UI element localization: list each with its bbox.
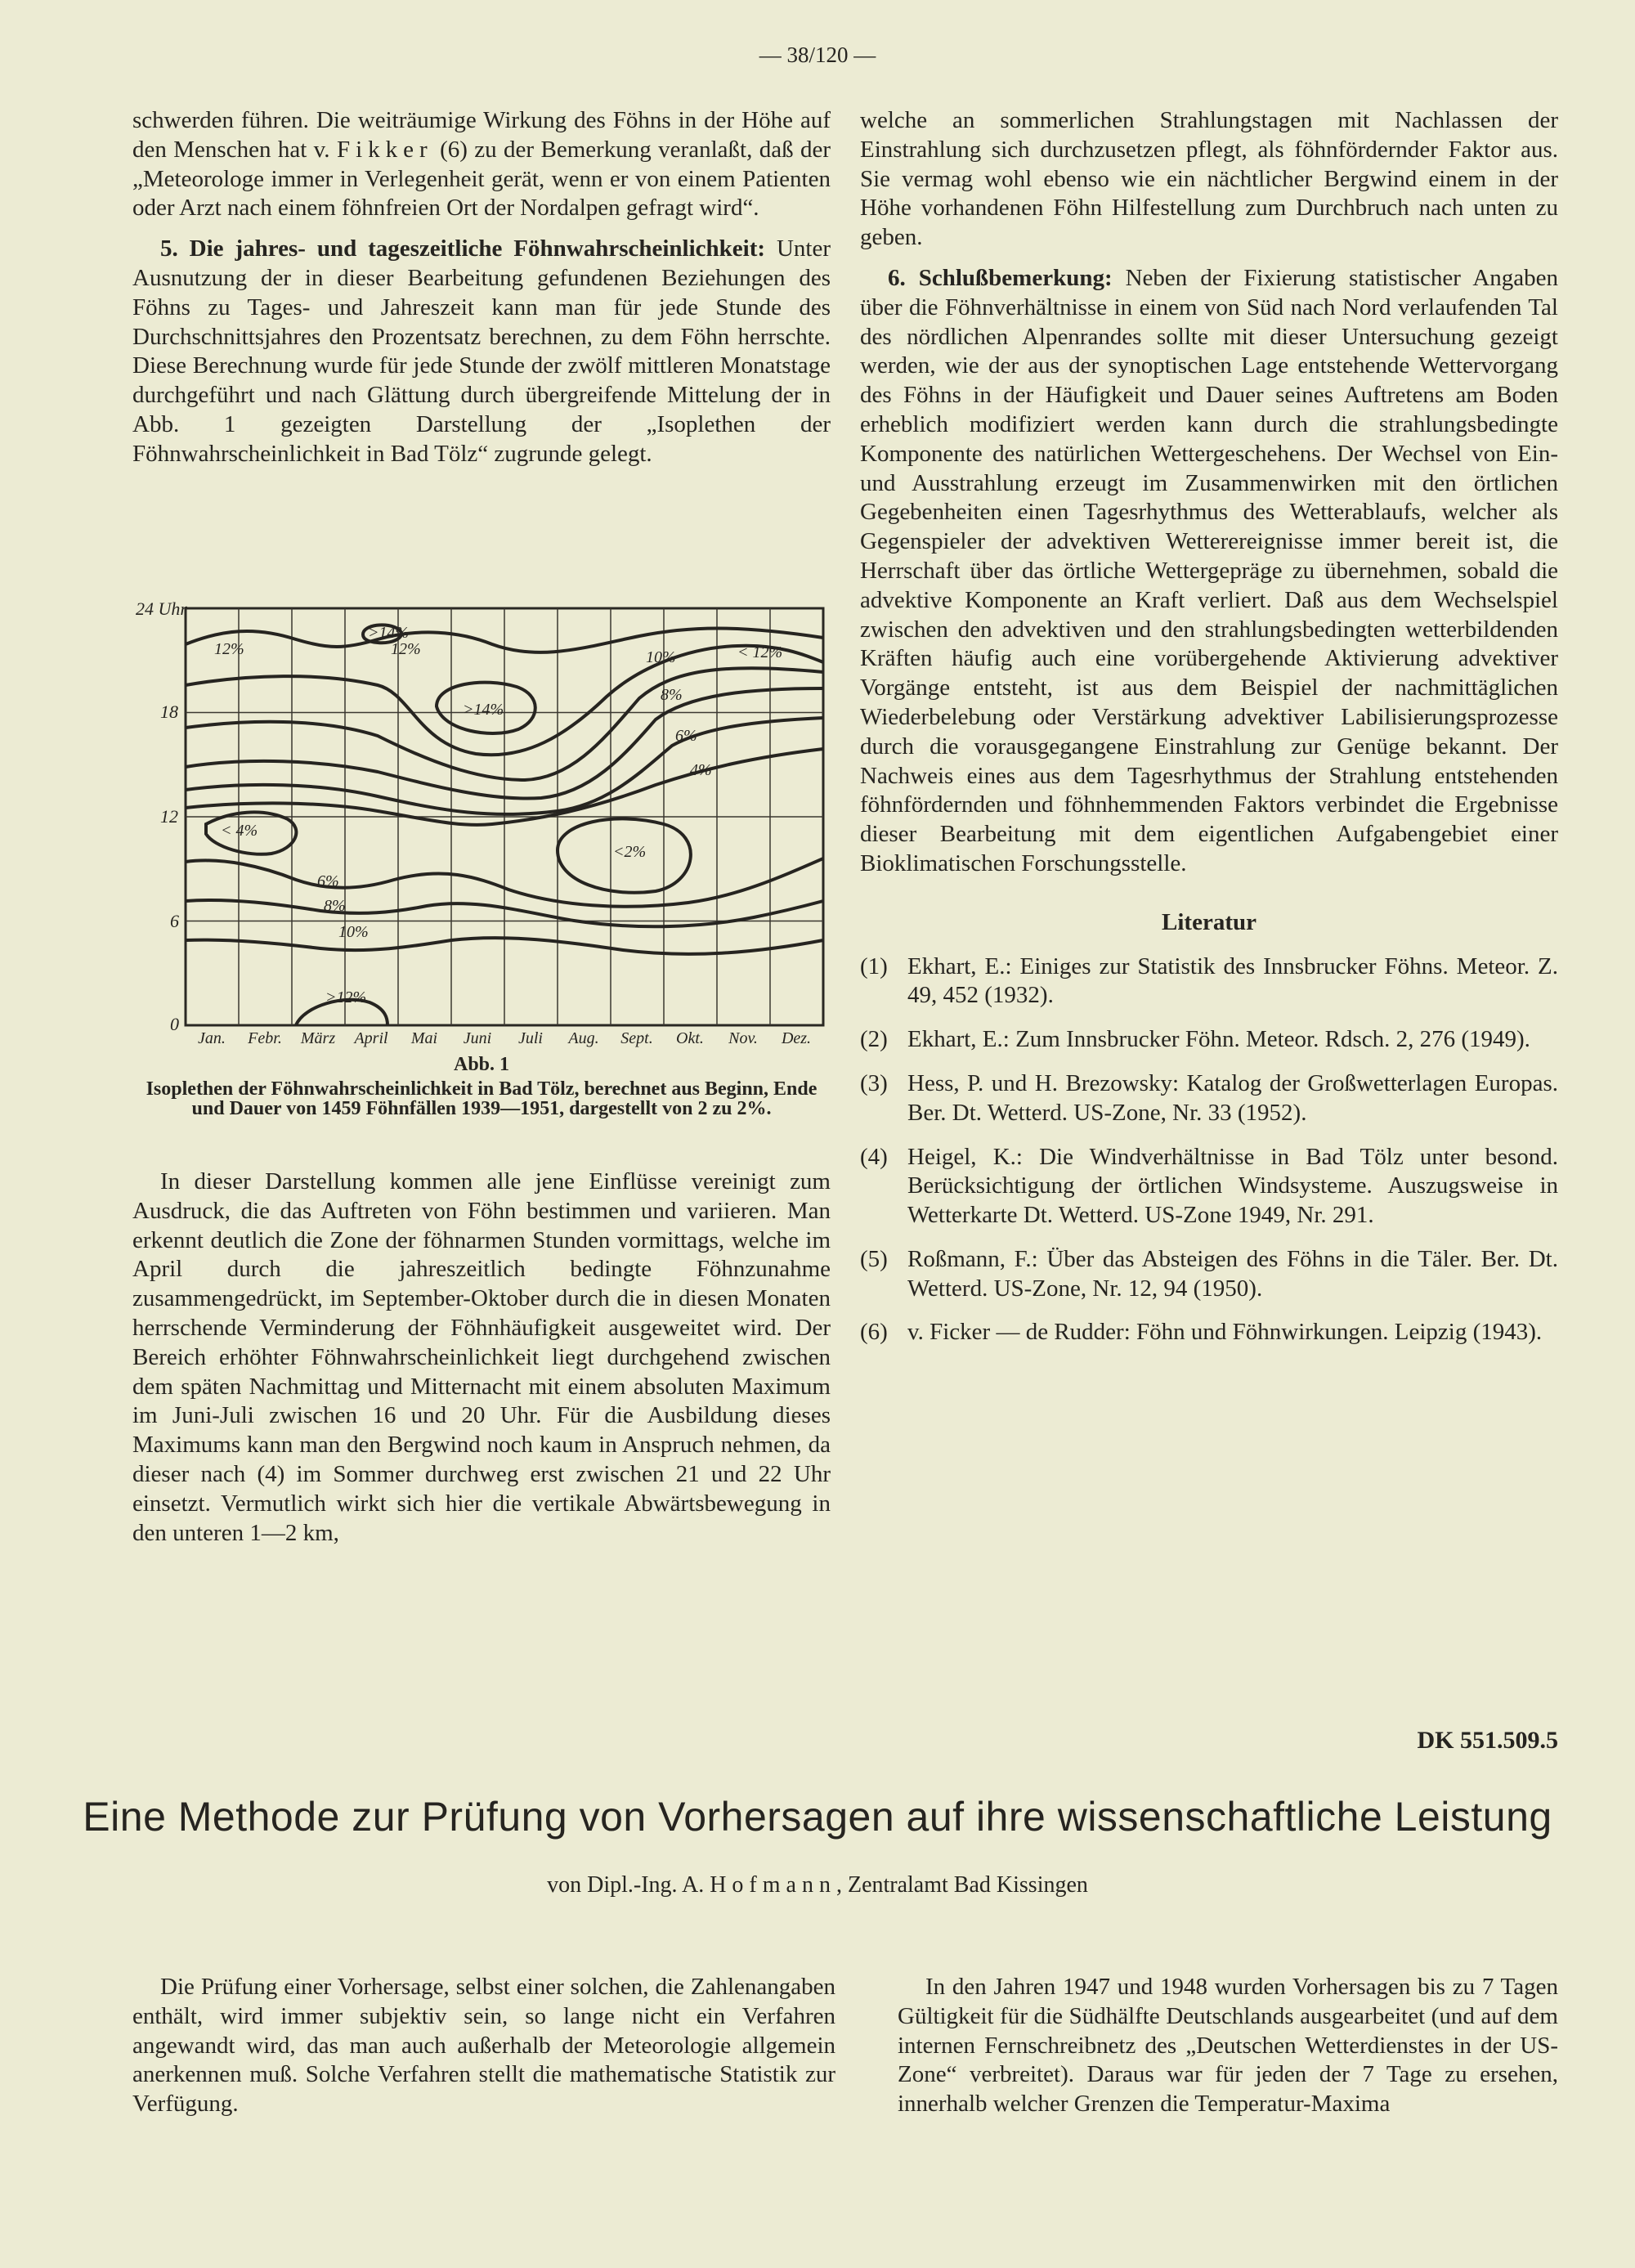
literature-text: Heigel, K.: Die Windverhältnisse in Bad Tölz unter besond. Berücksichtigung der örtlichen Windsysteme. Auszugsweise in Wetterkarte Dt. Wetterd. US-Zone 1949, Nr. 291.: [907, 1143, 1558, 1229]
month-feb: Febr.: [248, 1029, 282, 1047]
y-axis-labels: [136, 598, 187, 1034]
article-left-paragraph: Die Prüfung einer Vorhersage, selbst einer solchen, die Zahlenangaben enthält, wird immer subjektiv sein, so lange nicht ein Verfahren angewandt wird, das man auch außerhalb der Meteorologie allgemein anerkennen muß. Solche Verfahren stellt die mathematische Statistik zur Verfügung.: [132, 1974, 835, 2118]
literature-item: [860, 1318, 1558, 1347]
y-label-24: 24 Uhr: [136, 598, 187, 619]
month-oct: Okt.: [676, 1029, 704, 1047]
month-nov: Nov.: [728, 1029, 758, 1047]
author-prefix: von Dipl.-Ing. A.: [547, 1872, 705, 1898]
literature-item: [860, 1143, 1558, 1230]
month-sep: Sept.: [620, 1029, 653, 1047]
month-jan: Jan.: [198, 1029, 226, 1047]
label-12b: 12%: [391, 640, 421, 658]
x-axis-labels: [198, 1029, 811, 1047]
literature-number: (5): [860, 1245, 888, 1272]
month-dec: Dez.: [781, 1029, 812, 1047]
author-name: Hofmann: [710, 1872, 836, 1898]
month-aug: Aug.: [568, 1029, 599, 1047]
literature-text: Hess, P. und H. Brezowsky: Katalog der Großwetterlagen Europas. Ber. Dt. Wetterd. US-Zone, Nr. 33 (1952).: [907, 1069, 1558, 1126]
left-lower-paragraph: In dieser Darstellung kommen alle jene Einflüsse vereinigt zum Ausdruck, die das Auftreten von Föhn bestimmen und variieren. Man erkennt deutlich die Zone der föhnarmen Stunden vormittags, welche im April durch die jahreszeitlich bedingte Föhnzunahme zusammengedrückt, im September-Oktober durch die in diesen Monaten herrschende Verminderung der Föhnhäufigkeit ausgeweitet wird. Der Bereich erhöhter Föhnwahrscheinlichkeit liegt durchgehend zwischen dem späten Nachmittag und Mitternacht mit einem absoluten Maximum im Juni-Juli zwischen 16 und 20 Uhr. Für die Ausbildung dieses Maximums kann man den Bergwind noch kaum in Anspruch nehmen, da dieser nach (4) im Sommer durchweg erst zwischen 21 und 22 Uhr einsetzt. Vermutlich wirkt sich hier die vertikale Abwärtsbewegung in den unteren 1—2 km,: [132, 1168, 831, 1546]
article-author: [0, 1872, 1635, 1898]
literature-text: Ekhart, E.: Zum Innsbrucker Föhn. Meteor. Rdsch. 2, 276 (1949).: [907, 1026, 1530, 1053]
month-mar: März: [300, 1029, 336, 1047]
literature-text: v. Ficker — de Rudder: Föhn und Föhnwirkungen. Leipzig (1943).: [907, 1319, 1543, 1346]
right-column: [860, 106, 1558, 1362]
isopleth-chart: [132, 597, 831, 1055]
y-label-0: 0: [170, 1014, 179, 1034]
left-paragraph-1: [132, 106, 831, 223]
section-5-heading: 5. Die jahres- und tageszeitliche Föhnwahrscheinlichkeit:: [160, 235, 766, 262]
label-12a: 12%: [214, 640, 244, 658]
label-10b: 10%: [338, 923, 369, 941]
figure-label: Abb. 1: [453, 1054, 510, 1075]
literature-number: (3): [860, 1069, 888, 1096]
literature-item: [860, 1025, 1558, 1055]
literature-item: [860, 1245, 1558, 1304]
literature-text: Ekhart, E.: Einiges zur Statistik des Innsbrucker Föhns. Meteor. Z. 49, 452 (1932).: [907, 952, 1558, 1009]
label-8a: 8%: [661, 686, 683, 704]
literature-item: [860, 952, 1558, 1011]
y-label-6: 6: [170, 911, 179, 931]
section-6-heading: 6. Schlußbemerkung:: [888, 264, 1113, 291]
label-8b: 8%: [324, 897, 346, 915]
left-p1-text: schwerden führen. Die weiträumige Wirkung des Föhns in der Höhe auf den Menschen hat v.: [132, 107, 831, 163]
left-column: [132, 106, 831, 481]
literature-number: (2): [860, 1026, 888, 1053]
label-4a: 4%: [690, 761, 712, 779]
label-6b: 6%: [317, 872, 339, 890]
label-12d: >12%: [325, 988, 367, 1006]
left-column-lower: [132, 1168, 831, 1559]
label-12c: < 12%: [737, 643, 783, 661]
right-paragraph-2: [860, 264, 1558, 879]
month-jul: Juli: [518, 1029, 543, 1047]
label-14a: >14%: [368, 624, 410, 642]
article-right-column: [898, 1973, 1558, 2131]
label-14b: >14%: [463, 701, 504, 719]
page-number: — 38/120 —: [759, 43, 876, 67]
label-4b: < 4%: [221, 822, 258, 840]
literature-number: (4): [860, 1143, 888, 1170]
y-label-12: 12: [160, 806, 178, 827]
figure-caption: [132, 1055, 831, 1118]
month-may: Mai: [410, 1029, 438, 1047]
literature-heading: Literatur: [1162, 908, 1256, 935]
figure-caption-text: Isoplethen der Föhnwahrscheinlichkeit in Bad Tölz, berechnet aus Beginn, Ende und Dauer von 1459 Föhnfällen 1939—1951, dargestellt von 2 zu 2%.: [146, 1078, 818, 1119]
label-6a: 6%: [675, 727, 697, 745]
y-label-18: 18: [160, 701, 178, 722]
section-5-text: Unter Ausnutzung der in dieser Bearbeitung gefundenen Beziehungen des Föhns zu Tages- und Jahreszeit kann man für jede Stunde des Durchschnittsjahres den Prozentsatz berechnen, zu dem Föhn herrschte. Diese Berechnung wurde für jede Stunde der zwölf mittleren Monatstage durchgeführt und nach Glättung durch übergreifende Mittelung der in Abb. 1 gezeigten Darstellung der „Isoplethen der Föhnwahrscheinlichkeit in Bad Tölz“ zugrunde gelegt.: [132, 235, 831, 467]
label-2: <2%: [613, 843, 647, 861]
literature-item: [860, 1069, 1558, 1128]
dk-classification: DK 551.509.5: [1417, 1727, 1558, 1754]
literature-list: [860, 952, 1558, 1348]
literature-number: (6): [860, 1319, 888, 1346]
author-affiliation: , Zentralamt Bad Kissingen: [835, 1872, 1088, 1898]
month-jun: Juni: [463, 1029, 492, 1047]
right-paragraph-1: welche an sommerlichen Strahlungstagen mit Nachlassen der Einstrahlung sich durchzusetzen pflegt, als föhnfördernder Faktor aus. Sie vermag wohl ebenso wie ein nächtlicher Bergwind einem in der Höhe vorhandenen Föhn Hilfestellung zum Durchbruch nach unten zu geben.: [860, 107, 1558, 251]
isopleth-figure: [132, 597, 831, 1055]
author-name-ficker: Fikker: [336, 136, 433, 163]
article-right-paragraph: In den Jahren 1947 und 1948 wurden Vorhersagen bis zu 7 Tagen Gültigkeit für die Südhälfte Deutschlands ausgearbeitet (und auf dem internen Fernschreibnetz des „Deutschen Wetterdienstes in der US-Zone“ verbreitet). Daraus war für jeden der 7 Tage zu ersehen, innerhalb welcher Grenzen die Temperatur-Maxima: [898, 1974, 1558, 2118]
label-10a: 10%: [646, 648, 676, 666]
left-paragraph-2: [132, 235, 831, 468]
left-p1-continuation: (6) zu der Bemerkung veranlaßt, daß der „Meteorologe immer in Verlegenheit gerät, wenn er von einem Patienten oder Arzt nach einem föhnfreien Ort der Nordalpen gefragt wird“.: [132, 136, 831, 222]
literature-text: Roßmann, F.: Über das Absteigen des Föhns in die Täler. Ber. Dt. Wetterd. US-Zone, Nr. 12, 94 (1950).: [907, 1245, 1558, 1302]
section-6-text: Neben der Fixierung statistischer Angaben über die Föhnverhältnisse in einem von Süd nach Nord verlaufenden Tal des nördlichen Alpenrandes sollte mit dieser Untersuchung gezeigt werden, wie der aus der synoptischen Lage entstehende Wettervorgang des Föhns in der Häufigkeit und Dauer seines Auftretens am Boden erheblich modifiziert werden kann durch die strahlungsbedingte Komponente des natürlichen Wettergeschehens. Der Wechsel von Ein- und Ausstrahlung erzeugt im Zusammenwirken mit den örtlichen Gegebenheiten einen Tagesrhythmus des Wetterablaufs, welcher als Gegenspieler der advektiven Wetterereignisse immer bereit ist, die Herrschaft über das örtliche Wettergepräge zu übernehmen, sobald die advektive Komponente an Kraft verliert. Daß aus dem Wechselspiel zwischen den advektiven und den strahlungsbedingten wetterbildenden Kräften häufig auch eine vorübergehende Aktivierung advektiver Vorgänge entsteht, ist aus dem Beispiel der nachmittäglichen Wiederbelebung oder Verstärkung advektiver Labilisierungsprozesse durch die vorausgegangene Einstrahlung zur Genüge bekannt. Der Nachweis eines aus dem Tagesrhythmus der Strahlung entstehenden föhnfördernden und föhnhemmenden Faktors verbindet die Ergebnisse dieser Bearbeitung mit dem eigentlichen Aufgabengebiet einer Bioklimatischen Forschungsstelle.: [860, 264, 1559, 876]
article-title: Eine Methode zur Prüfung von Vorhersagen auf ihre wissenschaftliche Leistung: [83, 1794, 1552, 1840]
literature-number: (1): [860, 952, 888, 979]
month-apr: April: [354, 1029, 388, 1047]
article-left-column: [132, 1973, 835, 2131]
